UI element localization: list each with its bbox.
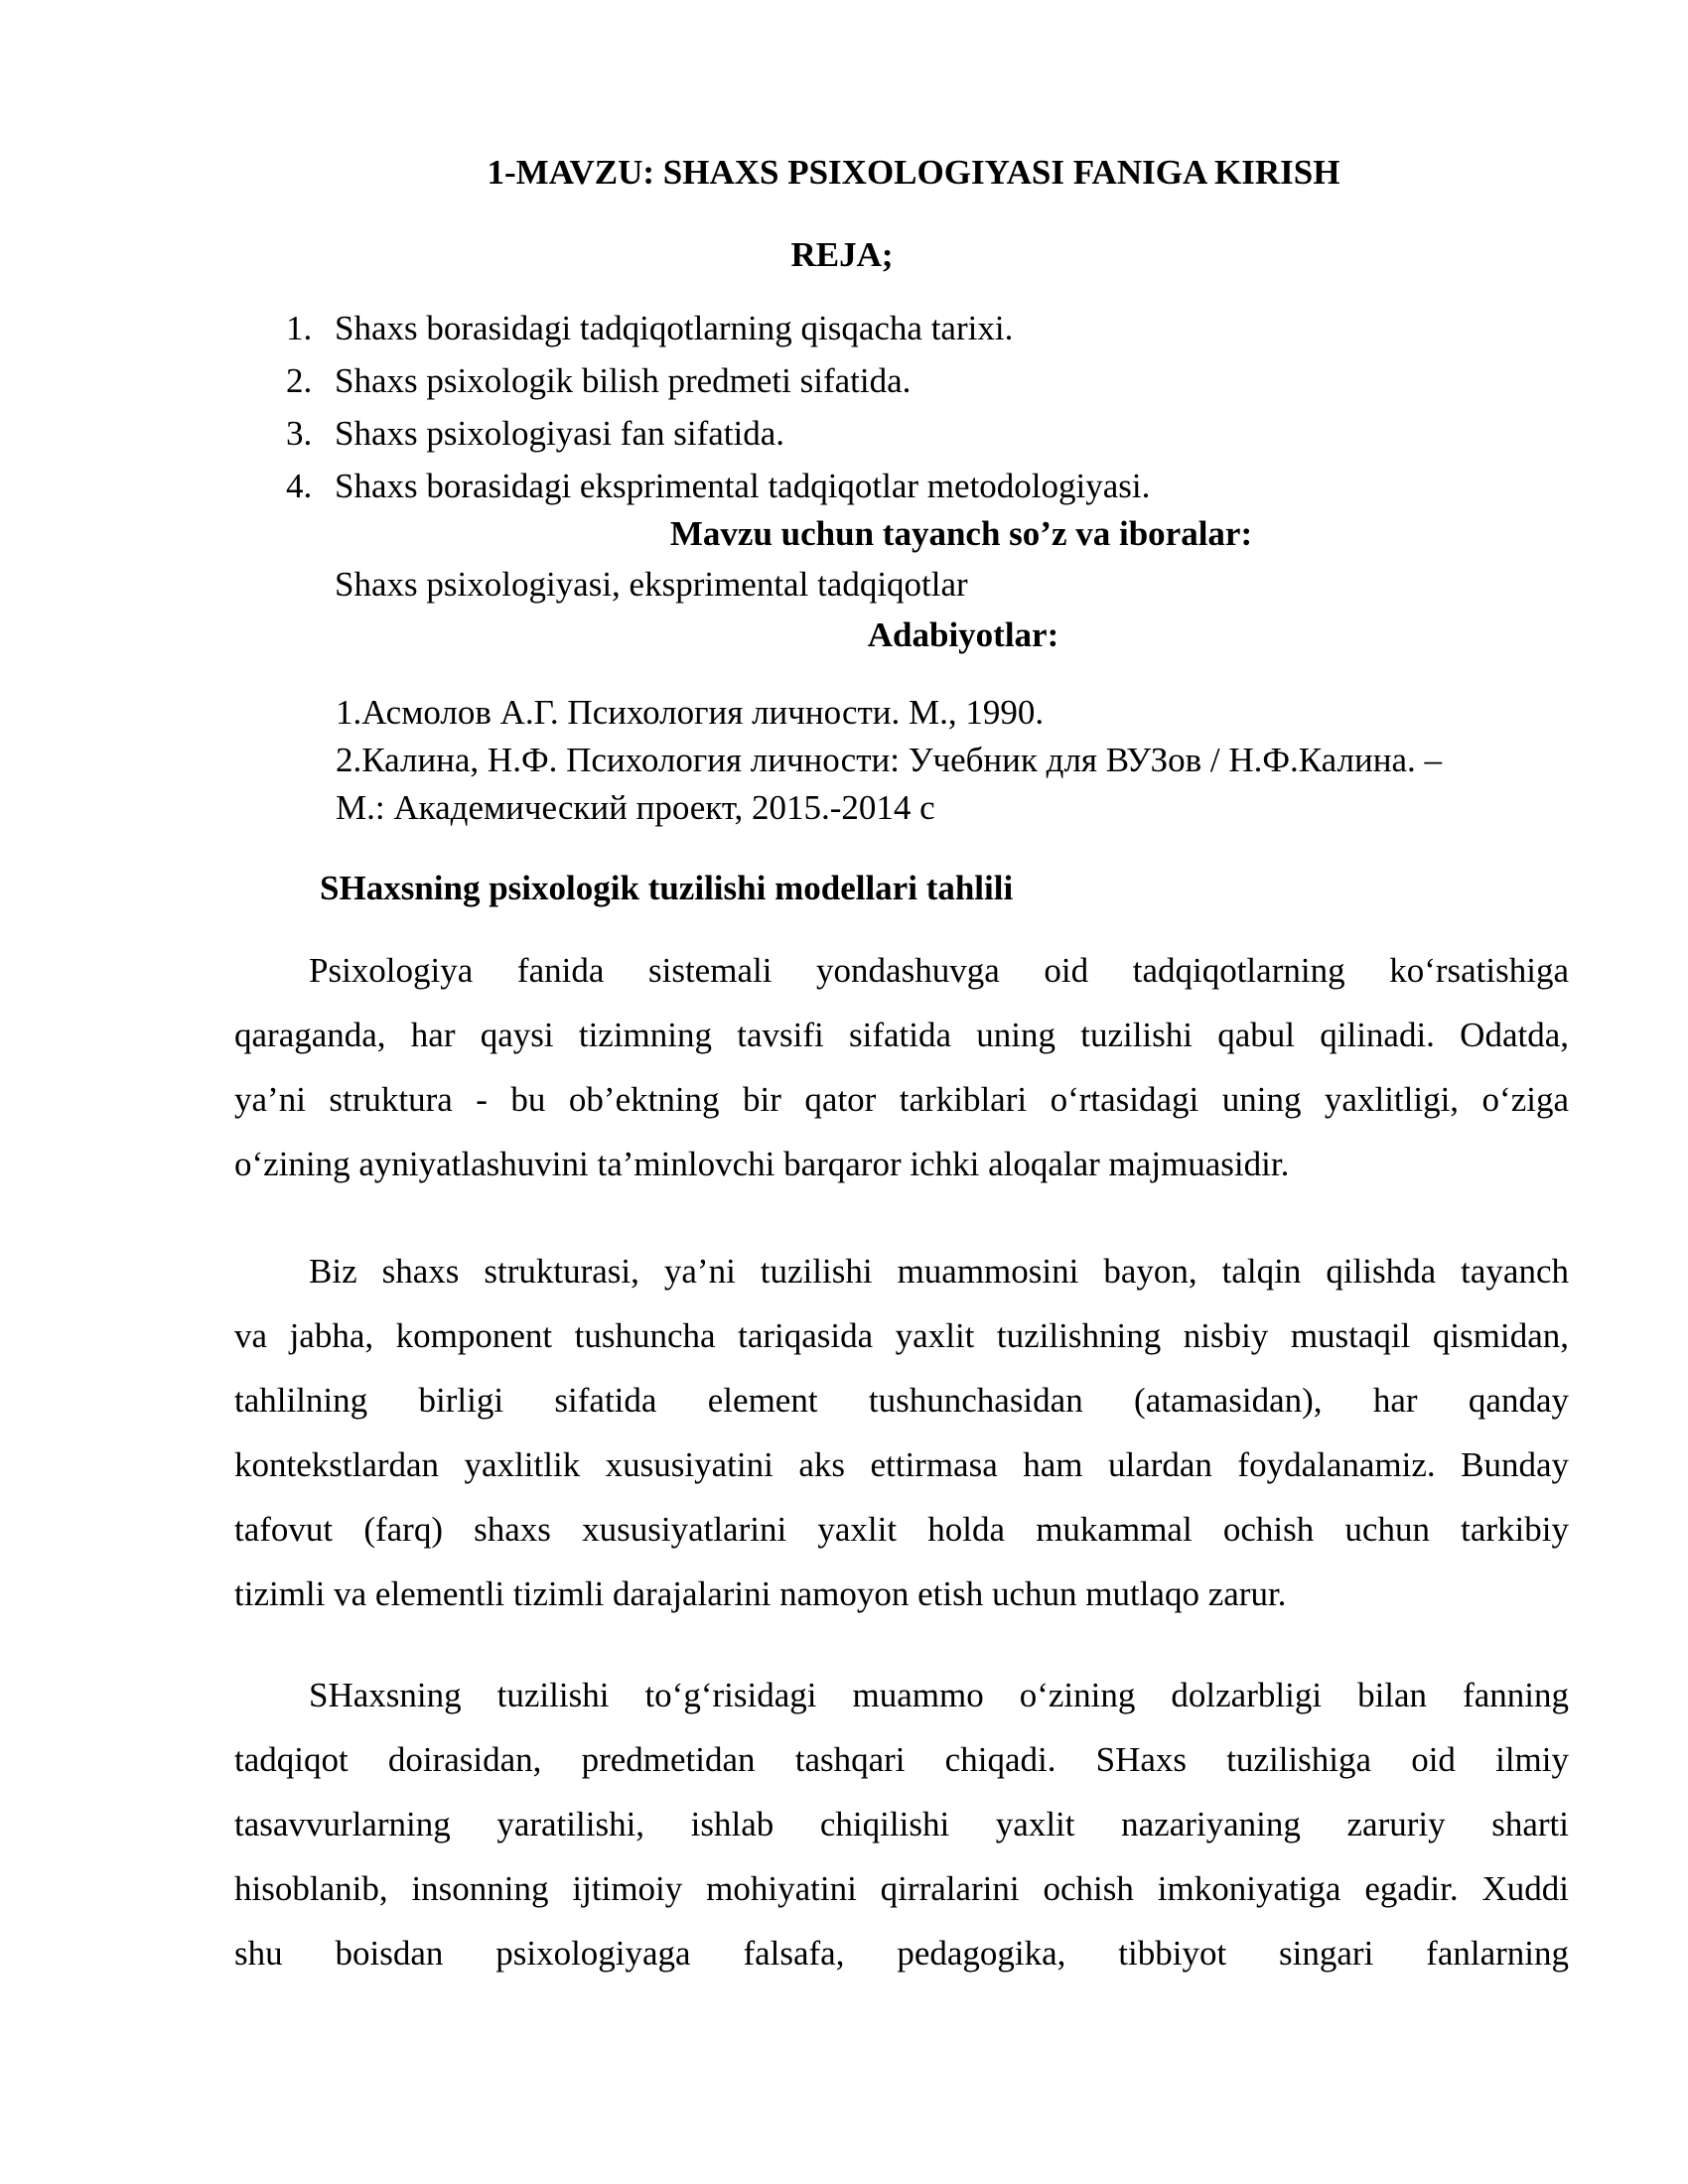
paragraph-line: tafovut (farq) shaxs xususiyatlarini yaxlit holda mukammal ochish uchun tarkibiy — [234, 1510, 1569, 1549]
paragraph-line: shu boisdan psixologiyaga falsafa, pedagogika, tibbiyot singari fanlarning — [234, 1934, 1569, 1973]
reference-line: М.: Академический проект, 2015.-2014 с — [336, 788, 935, 827]
reference-line: 1.Асмолов А.Г. Психология личности. М., 1990. — [336, 693, 1045, 732]
paragraph-line: va jabha, komponent tushuncha tariqasida yaxlit tuzilishning nisbiy mustaqil qismidan, — [234, 1316, 1569, 1355]
section-heading: SHaxsning psixologik tuzilishi modellari tahlili — [320, 869, 1014, 907]
paragraph-line: ya’ni struktura - bu ob’ektning bir qator tarkiblari o‘rtasidagi uning yaxlitligi, o‘ziga — [234, 1080, 1569, 1119]
paragraph-line: hisoblanib, insonning ijtimoiy mohiyatini qirralarini ochish imkoniyatiga egadir. Xuddi — [234, 1869, 1569, 1908]
plan-item-text: Shaxs borasidagi eksprimental tadqiqotlar metodologiyasi. — [335, 467, 1151, 505]
plan-item-number: 2. — [286, 361, 313, 400]
reference-line: 2.Калина, Н.Ф. Психология личности: Учебник для ВУЗов / Н.Ф.Калина. – — [336, 741, 1442, 779]
paragraph-line: SHaxsning tuzilishi to‘g‘risidagi muammo o‘zining dolzarbligi bilan fanning — [309, 1676, 1569, 1714]
paragraph-line: tizimli va elementli tizimli darajalarini namoyon etish uchun mutlaqo zarur. — [234, 1574, 1287, 1613]
plan-item — [286, 302, 1150, 354]
plan-item-number: 1. — [286, 309, 313, 347]
paragraph-line: Biz shaxs strukturasi, ya’ni tuzilishi muammosini bayon, talqin qilishda tayanch — [309, 1252, 1569, 1291]
plan-item-number: 4. — [286, 467, 313, 505]
plan-item-number: 3. — [286, 414, 313, 453]
plan-item — [286, 407, 1150, 460]
paragraph-line: Psixologiya fanida sistemali yondashuvga oid tadqiqotlarning ko‘rsatishiga — [309, 951, 1569, 990]
plan-item — [286, 460, 1150, 512]
paragraph-line: o‘zining ayniyatlashuvini ta’minlovchi barqaror ichki aloqalar majmuasidir. — [234, 1145, 1290, 1183]
plan-list — [286, 302, 1150, 512]
paragraph-line: tadqiqot doirasidan, predmetidan tashqari chiqadi. SHaxs tuzilishiga oid ilmiy — [234, 1740, 1569, 1779]
plan-item-text: Shaxs psixologiyasi fan sifatida. — [335, 414, 785, 453]
plan-item-text: Shaxs borasidagi tadqiqotlarning qisqacha tarixi. — [335, 309, 1014, 347]
plan-item-text: Shaxs psixologik bilish predmeti sifatida. — [335, 361, 912, 400]
paragraph-line: qaraganda, har qaysi tizimning tavsifi sifatida uning tuzilishi qabul qilinadi. Odatda, — [234, 1016, 1569, 1054]
keywords-heading: Mavzu uchun tayanch so’z va iboralar: — [669, 514, 1253, 553]
paragraph — [234, 1663, 1569, 1985]
paragraph-line: tahlilning birligi sifatida element tushunchasidan (atamasidan), har qanday — [234, 1381, 1569, 1420]
paragraph-line: tasavvurlarning yaratilishi, ishlab chiqilishi yaxlit nazariyaning zaruriy sharti — [234, 1805, 1569, 1843]
plan-item — [286, 354, 1150, 407]
paragraph — [234, 1239, 1569, 1626]
references-block — [336, 689, 1442, 832]
keywords-line: Shaxs psixologiyasi, eksprimental tadqiqotlar — [335, 565, 968, 604]
literature-heading: Adabiyotlar: — [867, 615, 1059, 654]
document-title: 1-MAVZU: SHAXS PSIXOLOGIYASI FANIGA KIRISH — [487, 153, 1340, 192]
plan-heading: REJA; — [790, 235, 894, 274]
paragraph-line: kontekstlardan yaxlitlik xususiyatini aks ettirmasa ham ulardan foydalanamiz. Bunday — [234, 1445, 1569, 1484]
paragraph — [234, 938, 1569, 1196]
